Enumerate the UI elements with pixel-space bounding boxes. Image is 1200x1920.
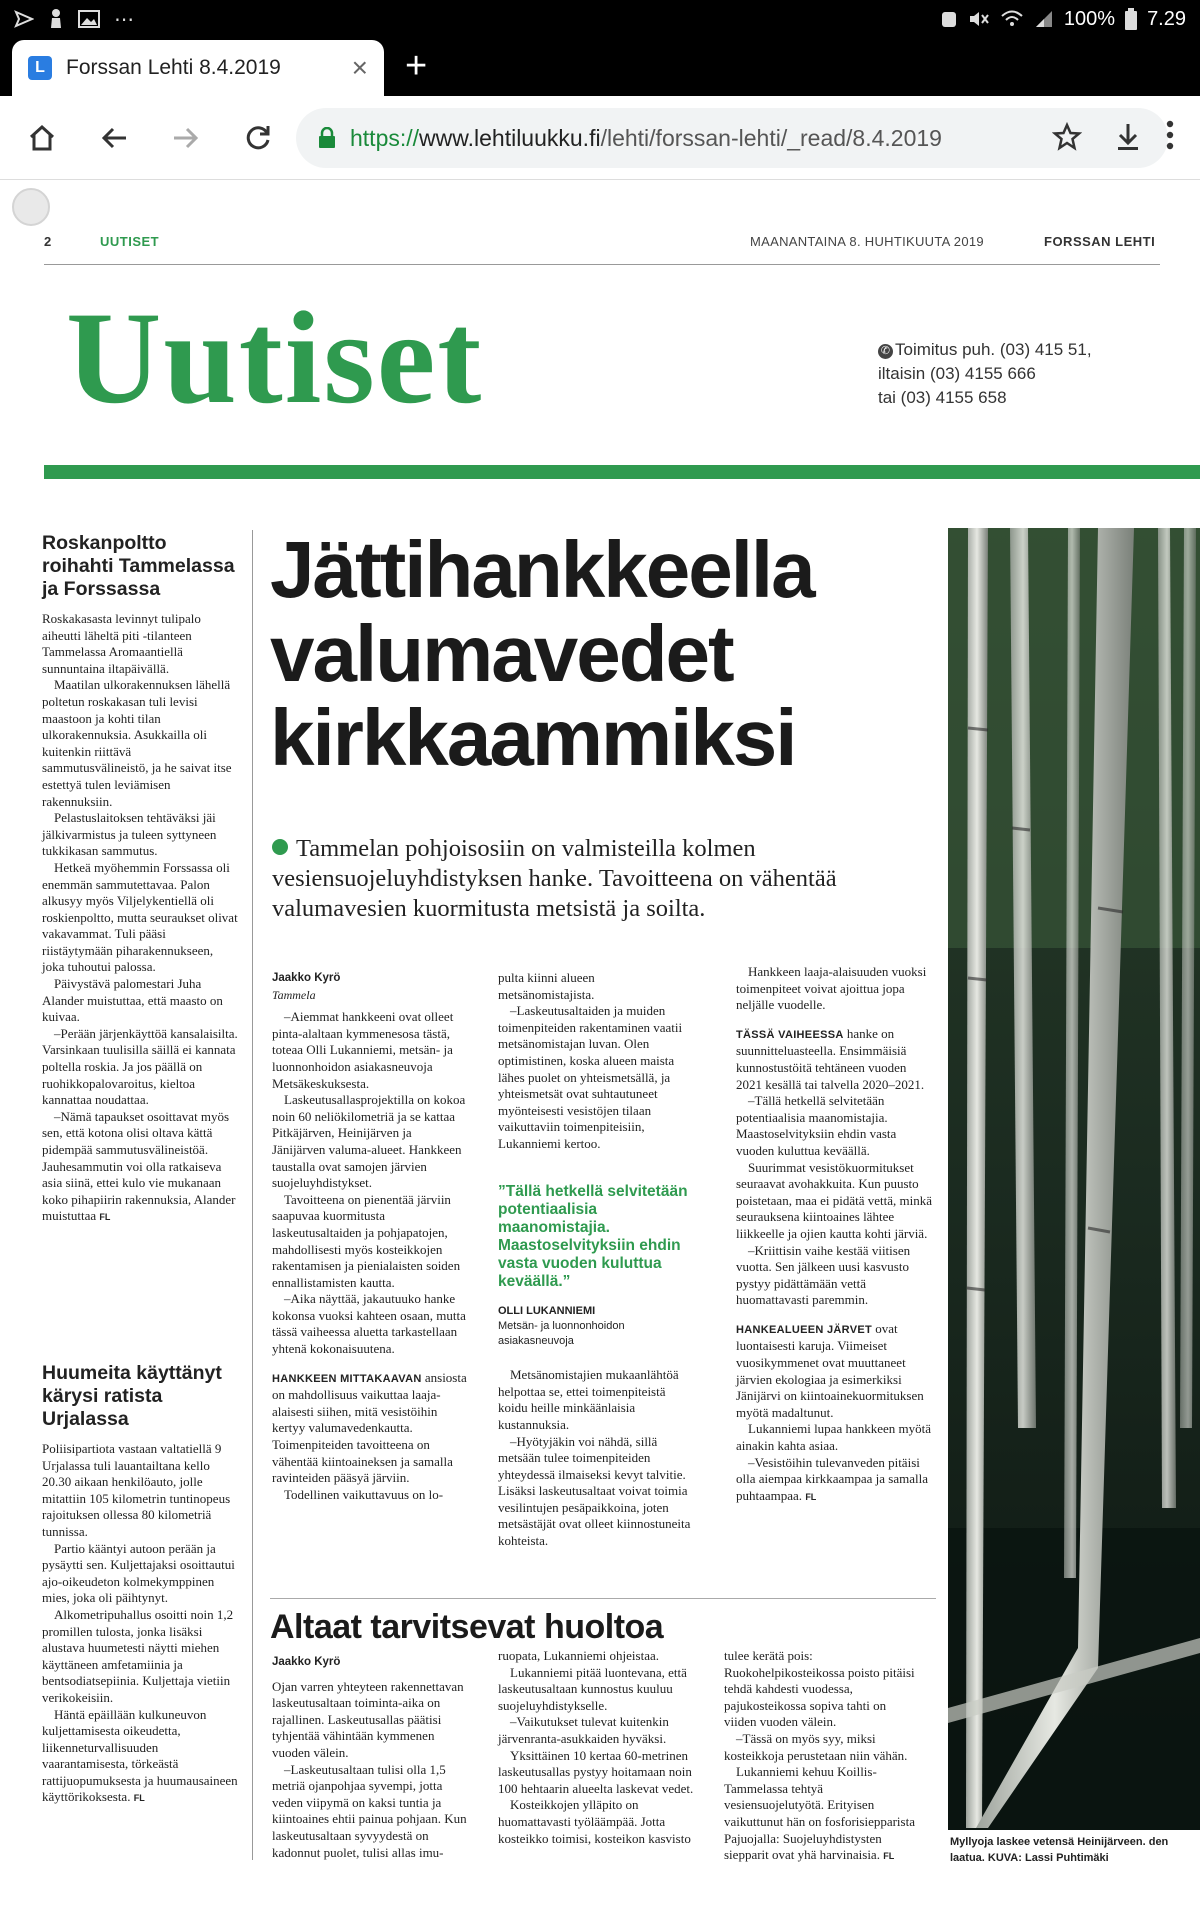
- close-tab-icon[interactable]: ×: [351, 52, 368, 83]
- pull-quote: [498, 1183, 694, 1350]
- download-button[interactable]: [1114, 122, 1142, 157]
- brief-paragraph: Päivystävä palomestari Juha Alander muistuttaa, että maasto on kuivaa.: [42, 976, 223, 1025]
- contact-line-2: iltaisin (03) 4155 666: [878, 364, 1036, 383]
- contact-line-1: Toimitus puh. (03) 415 51,: [895, 340, 1092, 359]
- issue-date: MAANANTAINA 8. HUHTIKUUTA 2019: [750, 234, 984, 249]
- alarm-icon: [940, 9, 958, 29]
- paragraph: –Laskeutusaltaan tulisi olla 1,5 metriä ojanpohjaa syvempi, jotta veden viipymä on kaksi tuntia ja kiintoaines ehtii painua pohjaan. Kun laskeutusaltaan syvyydestä on kadonnut puolet, tulisi allas imu-: [272, 1761, 467, 1860]
- more-notifications-icon: ⋯: [114, 8, 134, 31]
- paragraph: Lukanniemi lupaa hankkeen myötä ainakin kahta asiaa.: [736, 1421, 932, 1454]
- url-path: /lehti/forssan-lehti/_read/8.4.2019: [600, 124, 942, 151]
- location: Tammela: [272, 987, 316, 1002]
- paragraph: –Tässä on myös syy, miksi kosteikkoja perustetaan niin vähän.: [724, 1730, 908, 1763]
- quote-title: Metsän- ja luonnonhoidon asiakasneuvoja: [498, 1320, 625, 1348]
- tab-title: Forssan Lehti 8.4.2019: [66, 56, 281, 79]
- brief-paragraph: Alkometripuhallus osoitti noin 1,2 promillen tulosta, jonka lisäksi alustava huumetesti näytti miehen käyttäneen amfetamiinia ja bentsodiatsepiinia. Kuljettaja vietiin verikokeisiin.: [42, 1606, 234, 1705]
- paragraph: Yksittäinen 10 kertaa 60-metrinen laskeutusallas pystyy hoitamaan noin 100 hehtaarin alueelta laskevat vedet.: [498, 1747, 694, 1796]
- author: Jaakko Kyrö: [272, 972, 341, 984]
- news-brief-fire: [42, 532, 238, 1226]
- send-icon: [14, 9, 34, 29]
- paragraph: –Laskeutusaltaiden ja muiden toimenpiteiden rakentaminen vaatii metsänomistajan luvan. Olen optimistinen, koska alueen maista lähes puolet on yhteismetsällä, ja yhteismetsät ovat suhtautuneet myönteisesti vesistöjen tilaan vaikuttaviin toimenpiteisiin, Lukanniemi kertoo.: [498, 1003, 683, 1151]
- home-icon: [27, 123, 57, 153]
- second-column-1: [272, 1654, 468, 1861]
- status-bar: [0, 0, 1200, 38]
- brief-paragraph: Roskakasasta levinnyt tulipalo aiheutti läheltä piti -tilanteen Tammelassa Aromaantiellä sunnuntaina iltapäivällä.: [42, 611, 201, 676]
- brief-title: Huumeita käyttänyt kärysi ratista Urjalassa: [42, 1362, 222, 1430]
- photo-caption: Myllyoja laskee vetensä Heinijärveen. den laatua. KUVA: Lassi Puhtimäki: [950, 1836, 1169, 1864]
- lock-icon: [318, 127, 336, 149]
- paragraph: Metsänomistajien mukaanlähtöä helpottaa se, ettei toimenpiteistä koidu heille minkäänlaisia kustannuksia.: [498, 1367, 679, 1432]
- url-host: www.lehtiluukku.fi: [419, 124, 601, 151]
- paragraph: hanke on suunnitteluasteella. Ensimmäisiä kunnostustöitä tehtäneen vuoden 2021 kesällä tai talvella 2020–2021.: [736, 1025, 925, 1092]
- signal-icon: [1034, 9, 1054, 29]
- paragraph: –Hyötyjäkin voi nähdä, sillä metsään tulee toimenpiteiden yhteydessä ilmaiseksi kevyt talvitie. Lisäksi laskeutusaltaat voivat toimia vesilintujen pesäpaikkoina, joten metsästäjät ovat olleet kiinnostuneita kohteista.: [498, 1433, 691, 1549]
- news-brief-drugs: [42, 1362, 238, 1807]
- image-icon: [78, 9, 100, 29]
- second-headline: Altaat tarvitsevat huoltoa: [270, 1608, 664, 1646]
- paragraph: Kosteikkojen ylläpito on huomattavasti työläämpää. Jotta kosteikko toimisi, kosteikon kasvisto: [498, 1797, 691, 1846]
- section-masthead: Uutiset: [66, 284, 484, 431]
- notification-icons: [14, 7, 134, 32]
- paragraph: Tavoitteena on pienentää järviin saapuvaa kuormitusta laskeutusaltaiden ja pohjapatojen, mahdollisesti myös kosteikkojen rakentamisen ja pienialaisten soiden ennallistamisten kautta.: [272, 1191, 461, 1290]
- home-button[interactable]: [6, 123, 78, 153]
- section-bar: [44, 465, 1200, 479]
- reload-button[interactable]: [222, 124, 294, 152]
- paragraph: Lukanniemi pitää luontevana, että laskeutusaltaan kunnostus kuuluu suojeluyhdistykselle.: [498, 1664, 687, 1713]
- back-button[interactable]: [78, 124, 150, 152]
- mute-icon: [968, 9, 990, 29]
- author-sign: FL: [805, 1491, 817, 1502]
- header-divider: [44, 264, 1160, 265]
- overflow-menu-button[interactable]: [1166, 120, 1174, 155]
- paragraph: ovat luontaisesti karuja. Viimeiset vuosikymmenet ovat muuttaneet järvien ekologiaa ja esimerkiksi Jänijärvi on kiintoainekuormituksen myötä madaltunut.: [736, 1320, 924, 1420]
- url-text: [350, 125, 1000, 152]
- author-sign: FL: [133, 1793, 145, 1804]
- more-vertical-icon: [1166, 120, 1174, 150]
- paragraph: –Tällä hetkellä selvitetään potentiaalisia maanomistajia. Maastoselvityksiin ehdin vasta vuoden kuluttua keväällä.: [736, 1093, 897, 1158]
- paragraph: –Aika näyttää, jakautuuko hanke kokonsa vuoksi kahteen osaan, mutta tässä vaiheessa aluetta tarkastellaan yhtenä kokonaisuutena.: [272, 1291, 466, 1357]
- browser-toolbar: [0, 96, 1200, 180]
- main-ingress: [272, 834, 932, 924]
- paragraph: Suurimmat vesistökuormitukset seuraavat avohakkuita. Kun puusto poistetaan, maa ei pidätä vettä, minkä seurauksena kiintoaines lähtee liikkeelle ja ojien kautta kohti järviä.: [736, 1159, 933, 1241]
- section-label: UUTISET: [100, 234, 160, 249]
- clock: 7.29: [1147, 7, 1186, 30]
- forward-button[interactable]: [150, 124, 222, 152]
- site-favicon-icon: L: [28, 56, 52, 80]
- main-headline: Jättihankkeella valumavedet kirkkaammiksi: [270, 525, 814, 782]
- paragraph: Todellinen vaikuttavuus on lo-: [284, 1486, 444, 1502]
- main-column-2: [498, 970, 694, 1550]
- author: Jaakko Kyrö: [272, 1656, 341, 1668]
- phone-icon: ✆: [878, 344, 893, 359]
- chess-piece-icon: [48, 8, 64, 30]
- brief-paragraph: Maatilan ulkorakennuksen lähellä poltetun roskakasan tuli levisi maastoon ja kohti tilan ulkorakennuksia. Asukkailla oli kuitenkin riittävä sammutusvälineistö, ja he saivat itse estettyä tulen leviämisen rakennuksiin.: [42, 677, 232, 809]
- brief-paragraph: Häntä epäillään kulkuneuvon kuljettamisesta oikeudetta, liikenneturvallisuuden vaarantamisesta, törkeästä rattijuopumuksesta ja huumausaineen käyttörikoksesta.: [42, 1706, 238, 1805]
- newspaper-page[interactable]: [4, 182, 1200, 1920]
- page-header: [44, 234, 1160, 258]
- second-column-2: [498, 1648, 694, 1847]
- download-icon: [1114, 122, 1142, 152]
- quote-text: ”Tällä hetkellä selvitetään potentiaalisia maanomistajia. Maastoselvityksiin ehdin vasta vuoden kuluttua keväällä.”: [498, 1182, 688, 1290]
- brief-title: Roskanpoltto roihahti Tammelassa ja Forssassa: [42, 532, 235, 600]
- paper-name: FORSSAN LEHTI: [1044, 234, 1156, 249]
- paragraph: Lukanniemi kehuu Koillis-Tammelassa tehtyä vesiensuojelutyötä. Erityisen vaikuttunut hän on fosforisiepparista Pajuojalla: Suojeluyhdistysten siepparit ovat yhä harvinaisia.: [724, 1764, 915, 1863]
- subhead: TÄSSÄ VAIHEESSA: [736, 1028, 844, 1041]
- brief-paragraph: Poliisipartiota vastaan valtatiellä 9 Urjalassa tuli lauantailtana kello 20.30 aikaan henkilöauto, jolle mitattiin 105 kilometrin tuntinopeus rajoituksen ollessa 80 kilometriä tunnissa.: [42, 1441, 231, 1539]
- forward-arrow-icon: [172, 124, 200, 152]
- brief-paragraph: Hetkeä myöhemmin Forssassa oli enemmän sammutettavaa. Palon alkusyy myös Viljelykentiellä oli roskienpoltto, mutta seuraukset olivat vakavammat. Tuli pääsi riistäytymään piharakennukseen, joka tuhoutui palossa.: [42, 859, 238, 975]
- brief-paragraph: –Perään järjenkäyttöä kansalaisilta. Varsinkaan tuulisilla säillä ei kannata poltella roskia. Ja jos päällä on ruohikkopalovaroitus, kieltoa kannattaa noudattaa.: [42, 1025, 238, 1108]
- battery-percent: 100%: [1063, 7, 1116, 30]
- new-tab-button[interactable]: +: [405, 45, 428, 87]
- star-icon: [1052, 122, 1082, 152]
- browser-tab[interactable]: [12, 40, 384, 96]
- back-arrow-icon: [100, 124, 128, 152]
- paragraph: Hankkeen laaja-alaisuuden vuoksi toimenpiteet voivat ajoittua jopa neljälle vuodelle.: [736, 964, 927, 1013]
- paragraph: ruopata, Lukanniemi ohjeistaa.: [498, 1648, 660, 1663]
- paragraph: –Kriittisin vaihe kestää viitisen vuotta. Sen jälkeen uusi kasvusto pystyy pidättämään vettä huomattavasti paremmin.: [736, 1242, 911, 1308]
- paragraph: ansiosta on mahdollisuus vaikuttaa laaja-alaisesti siihen, mitä vesistöihin kertyy valumavedenkautta. Toimenpiteiden tavoitteena on vähentää kiintoaineksen ja samalla ravinteiden pääsyä järviin.: [272, 1369, 467, 1486]
- paragraph: Laskeutusallasprojektilla on kokoa noin 60 neliökilometriä ja se kattaa Pitkäjärven, Heinijärven ja Jänijärven valuma-alueet. Hankkeen taustalla ovat samojen järvien suojeluyhdistykset.: [272, 1092, 466, 1191]
- second-column-3: [724, 1648, 920, 1865]
- contact-info: [878, 338, 1178, 410]
- brief-paragraph: Partio kääntyi autoon perään ja pysäytti sen. Kuljettajaksi osoittautui ajo-oikeudeton kolmekymppinen mies, joka oli päihtynyt.: [42, 1540, 235, 1606]
- ingress-text: Tammelan pohjoisosiin on valmisteilla kolmen vesiensuojeluyhdistyksen hanke. Tavoitteena on vähentää valumavesien kuormitusta metsistä ja soilta.: [272, 835, 837, 922]
- battery-icon: [1125, 8, 1137, 30]
- page-number: 2: [44, 234, 52, 249]
- reload-icon: [244, 124, 272, 152]
- main-column-1: [272, 970, 468, 1503]
- paragraph: –Vesistöihin tulevanveden pitäisi olla aiempaa kirkkaampaa ja samalla puhtaampaa.: [736, 1454, 929, 1503]
- paragraph: –Vaikutukset tulevat kuitenkin järvenranta-asukkaiden hyväksi.: [498, 1714, 669, 1746]
- url-scheme: https://: [350, 124, 420, 151]
- forest-photo[interactable]: [948, 528, 1200, 1830]
- bookmark-button[interactable]: [1052, 122, 1082, 157]
- column-divider: [252, 530, 253, 1860]
- author-sign: FL: [99, 1212, 111, 1223]
- contact-line-3: tai (03) 4155 658: [878, 388, 1007, 407]
- check-badge-icon: [12, 188, 50, 226]
- brief-paragraph: –Nämä tapaukset osoittavat myös sen, että kotona olisi oltava kättä pidempää sammutusvälineistöä. Jauhesammutin voi olla ratkaiseva asia siinä, ettei kulo vie mukanaan koko pihapiirin rakennuksia, Alander muistuttaa: [42, 1108, 236, 1224]
- wifi-icon: [1000, 9, 1024, 29]
- story-divider: [270, 1598, 936, 1599]
- quote-name: OLLI LUKANNIEMI: [498, 1304, 596, 1317]
- paragraph: pulta kiinni alueen metsänomistajista.: [498, 970, 595, 1002]
- main-column-3: [736, 964, 932, 1505]
- subhead: HANKKEEN MITTAKAAVAN: [272, 1372, 422, 1385]
- address-bar[interactable]: [296, 108, 1168, 168]
- paragraph: tulee kerätä pois: Ruokohelpikosteikossa poisto pitäisi tehdä kahdesti vuodessa, pajukosteikossa sopiva tahti on viiden vuoden välein.: [724, 1648, 915, 1730]
- brief-paragraph: Pelastuslaitoksen tehtäväksi jäi jälkivarmistus ja tuleen syttyneen tukkikasan sammutus.: [42, 810, 217, 859]
- birch-forest-image: [948, 528, 1200, 1830]
- paragraph: Ojan varren yhteyteen rakennettavan laskeutusaltaan toiminta-aika on rajallinen. Laskeutusallas päätisi tyhjentää vähintään kymmenen vuoden välein.: [272, 1678, 464, 1760]
- subhead: HANKEALUEEN JÄRVET: [736, 1323, 872, 1336]
- paragraph: –Aiemmat hankkeeni ovat olleet pinta-alaltaan kymmenesosa tästä, toteaa Olli Lukanniemi, metsän- ja luonnonhoidon asiakasneuvoja Metsäkeskuksesta.: [272, 1009, 454, 1091]
- tab-strip: [0, 38, 1200, 96]
- ingress-bullet-icon: [272, 839, 288, 855]
- author-sign: FL: [883, 1851, 895, 1862]
